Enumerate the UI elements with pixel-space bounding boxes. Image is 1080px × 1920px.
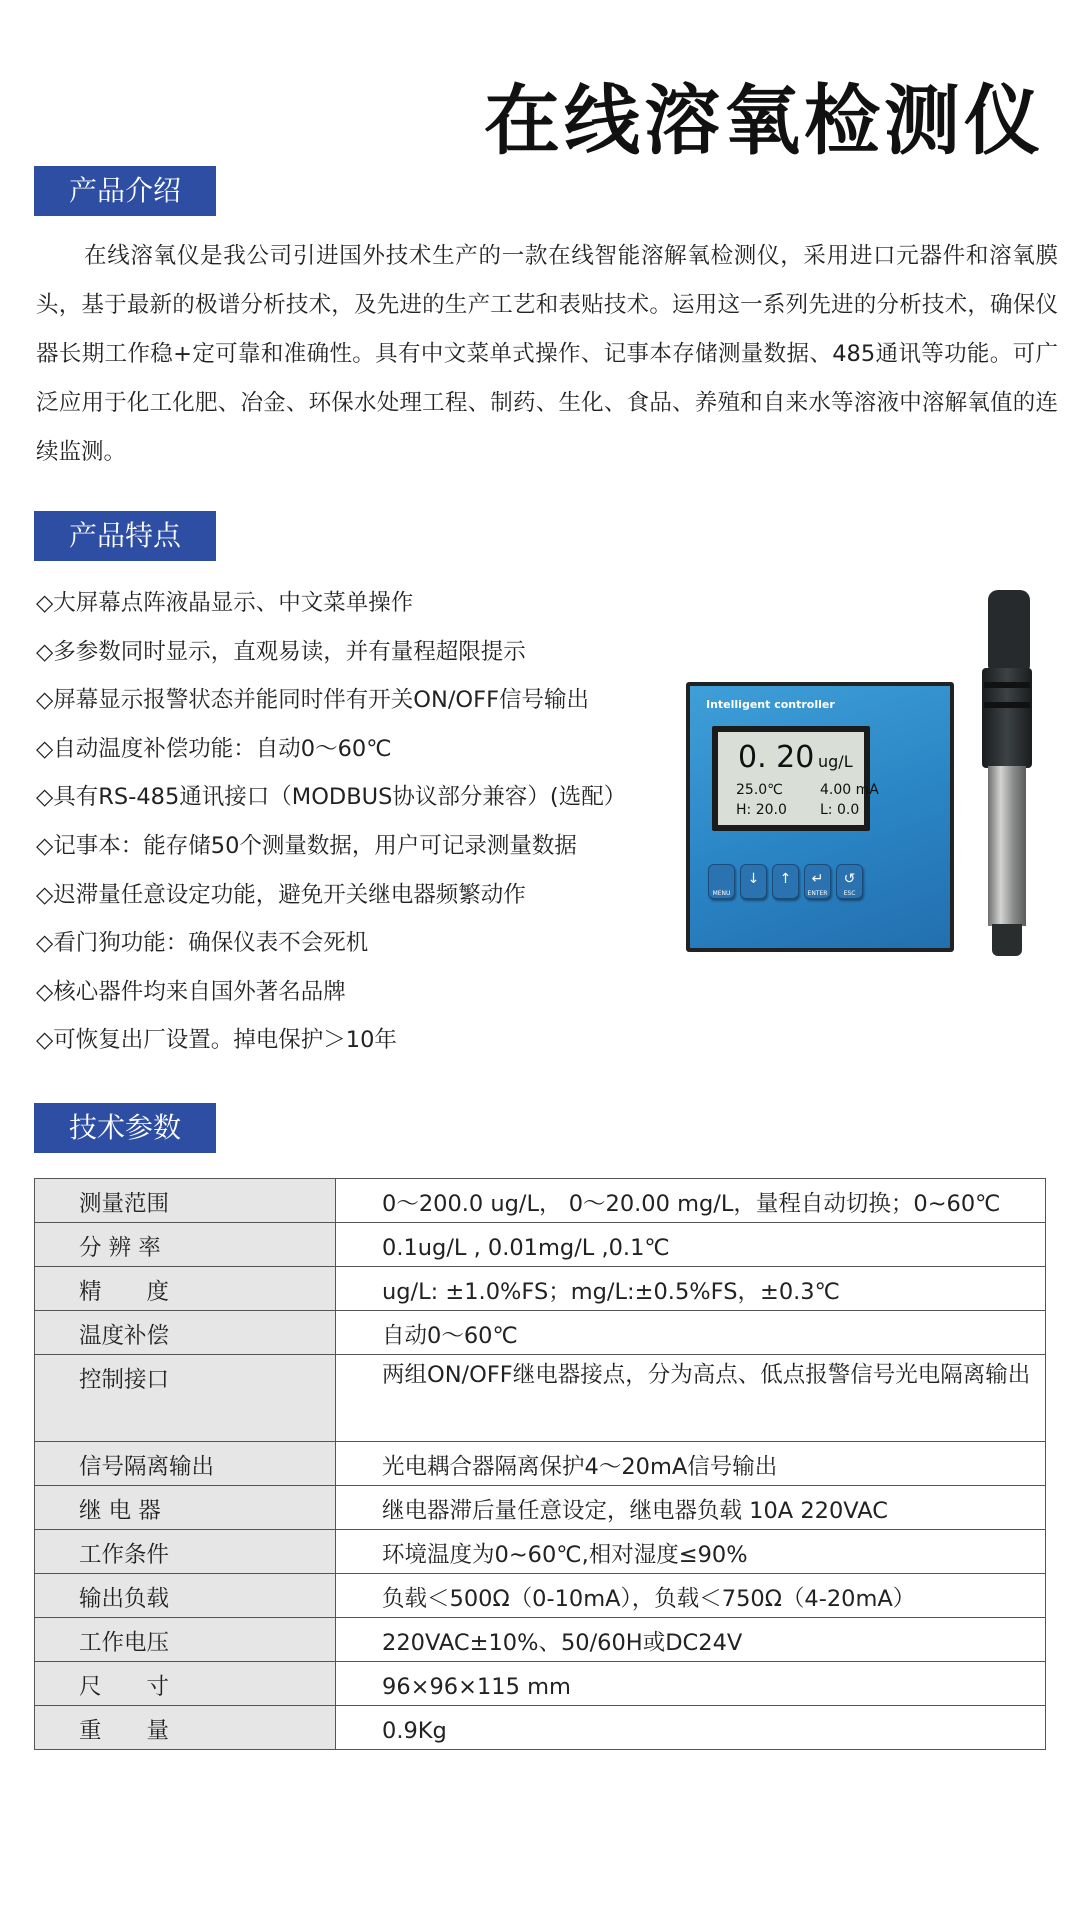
param-key: 信号隔离输出 bbox=[35, 1442, 336, 1486]
param-key: 精 度 bbox=[35, 1267, 336, 1311]
param-key: 控制接口 bbox=[35, 1355, 336, 1442]
enter-key: ↵ ENTER bbox=[804, 864, 831, 899]
down-arrow-icon: ↓ bbox=[740, 864, 767, 899]
param-key: 工作电压 bbox=[35, 1618, 336, 1662]
param-key: 工作条件 bbox=[35, 1530, 336, 1574]
feature-list bbox=[36, 579, 676, 1065]
lcd-row-1 bbox=[736, 782, 879, 798]
table-row bbox=[35, 1311, 1046, 1355]
lcd-row-2 bbox=[736, 802, 860, 818]
table-row bbox=[35, 1618, 1046, 1662]
lcd-temp: 25.0℃ bbox=[736, 782, 783, 798]
param-value: 96×96×115 mm bbox=[336, 1662, 1046, 1706]
feature-item: ◇大屏幕点阵液晶显示、中文菜单操作 bbox=[36, 590, 414, 616]
param-key: 重 量 bbox=[35, 1706, 336, 1750]
param-value: ug/L: ±1.0%FS；mg/L:±0.5%FS，±0.3℃ bbox=[336, 1267, 1046, 1311]
lcd-low: L: 0.0 bbox=[820, 802, 860, 818]
param-value: 自动0～60℃ bbox=[336, 1311, 1046, 1355]
param-key: 继 电 器 bbox=[35, 1486, 336, 1530]
param-value: 0.9Kg bbox=[336, 1706, 1046, 1750]
feature-item: ◇多参数同时显示，直观易读，并有量程超限提示 bbox=[36, 638, 526, 665]
param-value: 环境温度为0~60℃,相对湿度≤90% bbox=[336, 1530, 1046, 1574]
feature-item: ◇具有RS-485通讯接口（MODBUS协议部分兼容）(选配） bbox=[36, 784, 627, 811]
param-key: 输出负载 bbox=[35, 1574, 336, 1618]
feature-item: ◇记事本：能存储50个测量数据，用户可记录测量数据 bbox=[36, 832, 577, 859]
table-row bbox=[35, 1486, 1046, 1530]
param-value: 光电耦合器隔离保护4～20mA信号输出 bbox=[336, 1442, 1046, 1486]
intro-paragraph: 在线溶氧仪是我公司引进国外技术生产的一款在线智能溶解氧检测仪，采用进口元器件和溶氧膜头，基于最新的极谱分析技术，及先进的生产工艺和表贴技术。运用这一系列先进的分析技术，确保仪器长期工作稳+定可靠和准确性。具有中文菜单式操作、记事本存储测量数据、485通讯等功能。可广泛应用于化工化肥、冶金、环保水处理工程、制药、生化、食品、养殖和自来水等溶液中溶解氧值的连续监测。 bbox=[36, 243, 1058, 465]
section-title-params: 技术参数 bbox=[34, 1103, 216, 1153]
table-row bbox=[35, 1442, 1046, 1486]
section-title-intro: 产品介绍 bbox=[34, 166, 216, 216]
lcd-screen bbox=[712, 726, 879, 831]
feature-item: ◇看门狗功能：确保仪表不会死机 bbox=[36, 930, 369, 957]
lcd-main-value: 0. 20 bbox=[738, 740, 815, 775]
page-title: 在线溶氧检测仪 bbox=[484, 76, 1044, 165]
up-arrow-icon: ↑ bbox=[772, 864, 799, 899]
feature-item: ◇可恢复出厂设置。掉电保护＞10年 bbox=[36, 1027, 397, 1054]
probe-cap bbox=[988, 590, 1030, 670]
table-row bbox=[35, 1574, 1046, 1618]
feature-item: ◇屏幕显示报警状态并能同时伴有开关ON/OFF信号输出 bbox=[36, 687, 590, 714]
lcd-main-unit: ug/L bbox=[818, 752, 853, 771]
param-key: 分 辨 率 bbox=[35, 1223, 336, 1267]
params-table bbox=[34, 1178, 1046, 1750]
table-row bbox=[35, 1530, 1046, 1574]
param-value: 0～200.0 ug/L， 0～20.00 mg/L，量程自动切换；0~60℃ bbox=[336, 1179, 1046, 1223]
section-title-features: 产品特点 bbox=[34, 511, 216, 561]
table-row bbox=[35, 1355, 1046, 1442]
esc-key: ↺ ESC bbox=[836, 864, 863, 899]
feature-item: ◇迟滞量任意设定功能，避免开关继电器频繁动作 bbox=[36, 881, 526, 908]
table-row bbox=[35, 1662, 1046, 1706]
param-key: 测量范围 bbox=[35, 1179, 336, 1223]
feature-item: ◇核心器件均来自国外著名品牌 bbox=[36, 978, 346, 1005]
param-value: 0.1ug/L , 0.01mg/L ,0.1℃ bbox=[336, 1223, 1046, 1267]
param-key: 尺 寸 bbox=[35, 1662, 336, 1706]
param-value: 两组ON/OFF继电器接点，分为高点、低点报警信号光电隔离输出 bbox=[336, 1355, 1046, 1442]
controller-panel bbox=[686, 682, 954, 952]
table-row bbox=[35, 1706, 1046, 1750]
table-row bbox=[35, 1179, 1046, 1223]
probe-tip bbox=[992, 924, 1022, 956]
lcd-high: H: 20.0 bbox=[736, 802, 787, 818]
probe-ring bbox=[984, 682, 1030, 688]
param-value: 220VAC±10%、50/60H或DC24V bbox=[336, 1618, 1046, 1662]
probe-tube bbox=[988, 766, 1026, 926]
lcd-current: 4.00 mA bbox=[820, 782, 879, 798]
param-key: 温度补偿 bbox=[35, 1311, 336, 1355]
probe-ring bbox=[984, 702, 1030, 708]
controller-header: Intelligent controller bbox=[706, 698, 835, 711]
product-image bbox=[686, 590, 1056, 960]
param-value: 继电器滞后量任意设定，继电器负载 10A 220VAC bbox=[336, 1486, 1046, 1530]
table-row bbox=[35, 1267, 1046, 1311]
param-value: 负载＜500Ω（0-10mA），负载＜750Ω（4-20mA） bbox=[336, 1574, 1046, 1618]
feature-item: ◇自动温度补偿功能：自动0～60℃ bbox=[36, 735, 392, 762]
menu-key: MENU bbox=[708, 864, 735, 899]
table-row bbox=[35, 1223, 1046, 1267]
